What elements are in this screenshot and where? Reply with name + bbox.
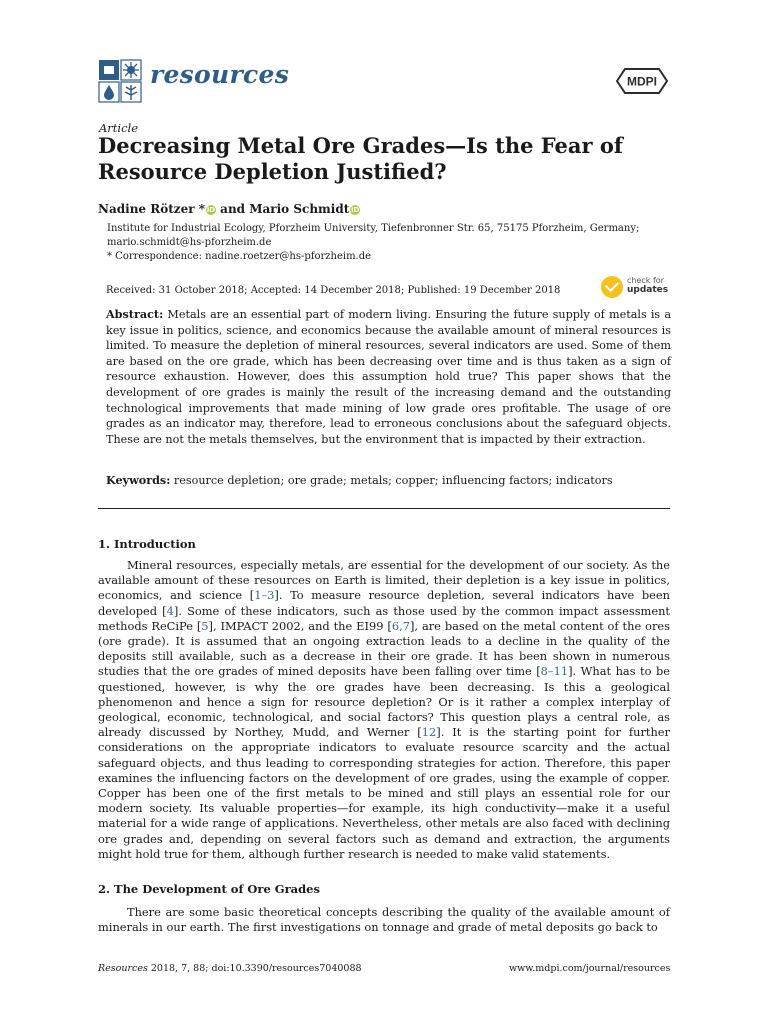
author-name: and Mario Schmidt <box>220 202 350 216</box>
mdpi-logo <box>614 66 670 96</box>
section-introduction-body <box>98 558 670 862</box>
section-ore-grades-body <box>98 905 670 935</box>
check-for-updates-badge[interactable] <box>601 274 671 298</box>
text-run: ]. To measure resource depletion, several indicators have been developed [ <box>98 588 670 618</box>
section-heading-ore-grades: 2. The Development of Ore Grades <box>98 882 320 896</box>
keywords <box>106 473 671 488</box>
text-run: ]. It is the starting point for further considerations on the appropriate indicators to evaluate resource scarcity and the actual safeguard objects, and thus leading to corresponding strategies for action. Therefore, this paper examines the influencing factors on the development of ore grades, using the example of copper. Copper has been one of the first metals to be mined and still plays an essential role for our modern society. Its valuable properties—for example, its high conductivity—make it a useful material for a wide range of applications. Nevertheless, other metals are also faced with declining ore grades and, depending on several factors such as demand and extraction, the arguments might hold true for them, although further research is needed to make valid statements. <box>98 725 670 861</box>
citation-link[interactable]: 6,7 <box>391 618 410 633</box>
abstract <box>106 307 671 447</box>
keywords-label: Keywords: <box>106 473 171 487</box>
affiliation: Institute for Industrial Ecology, Pforzheim University, Tiefenbronner Str. 65, 75175 Pforzheim, Germany; mario.schmidt@hs-pforzheim.de <box>107 223 640 248</box>
citation-link[interactable]: 4 <box>166 603 174 618</box>
correspondence: * Correspondence: nadine.roetzer@hs-pforzheim.de <box>107 251 372 262</box>
section-heading-introduction: 1. Introduction <box>98 537 196 551</box>
abstract-text: Metals are an essential part of modern living. Ensuring the future supply of metals is a key issue in politics, science, and economics because the available amount of mineral resources is limited. To measure the depletion of mineral resources, several indicators are used. Some of them are based on the ore grade, which has been decreasing over time and is thus taken as a sign of resource exhaustion. However, does this assumption hold true? This paper shows that the development of ore grades is mainly the result of the increasing demand and the outstanding technological improvements that made mining of low grade ores profitable. The usage of ore grades as an indicator may, therefore, lead to erroneous conclusions about the safeguard objects. These are not the metals themselves, but the environment that is impacted by their extraction. <box>106 308 672 446</box>
paragraph <box>98 558 670 862</box>
citation-link[interactable]: 1–3 <box>254 588 275 603</box>
citation-link[interactable]: 5 <box>201 618 209 633</box>
divider <box>98 508 670 509</box>
abstract-label: Abstract: <box>106 307 164 321</box>
citation-details: 2018, 7, 88; doi:10.3390/resources7040088 <box>147 963 362 974</box>
author-list <box>98 202 360 216</box>
publisher-name: MDPI <box>627 74 657 89</box>
text-run: ]. Some of these indicators, such as those used by the common impact assessment methods ReCiPe [ <box>98 603 670 633</box>
journal-url[interactable]: www.mdpi.com/journal/resources <box>509 963 671 974</box>
article-title: Decreasing Metal Ore Grades—Is the Fear of Resource Depletion Justified? <box>98 133 623 184</box>
check-icon <box>601 276 623 298</box>
citation-footer <box>98 963 362 974</box>
check-label-top: check for <box>627 276 664 285</box>
journal-name: resources <box>150 60 290 89</box>
paragraph: There are some basic theoretical concepts describing the quality of the available amount of minerals in our earth. The first investigations on tonnage and grade of metal deposits go back to <box>98 905 670 935</box>
text-run: ]. What has to be questioned, however, is why the ore grades have been decreasing. Is this a geological phenomenon and hence a sign for resource depletion? Or is it rather a complex interplay of geological, economic, technological, and social factors? This question plays a central role, as already discussed by Northey, Mudd, and Werner [ <box>98 664 670 740</box>
citation-link[interactable]: 8–11 <box>540 664 569 679</box>
text-run: ], IMPACT 2002, and the EI99 [ <box>208 618 392 633</box>
orcid-icon[interactable]: iD <box>351 206 360 214</box>
author-name: Nadine Rötzer * <box>98 202 205 216</box>
check-label-bottom: updates <box>627 285 669 295</box>
text-run: ], are based on the metal content of the ores (ore grade). It is assumed that an ongoing extraction leads to a decline in the quality of the deposits still available, such as a decrease in their ore grade. It has been shown in numerous studies that the ore grades of mined deposits have been falling over time [ <box>98 618 670 679</box>
article-type: Article <box>99 121 139 135</box>
keywords-text: resource depletion; ore grade; metals; copper; influencing factors; indicators <box>173 474 613 487</box>
publication-dates: Received: 31 October 2018; Accepted: 14 December 2018; Published: 19 December 2018 <box>106 285 561 296</box>
citation-link[interactable]: 12 <box>421 725 437 740</box>
affiliation-block <box>107 222 677 264</box>
journal-logo <box>98 59 142 103</box>
citation-journal: Resources <box>98 963 148 974</box>
text-run: Mineral resources, especially metals, are essential for the development of our society. As the available amount of these resources on Earth is limited, their depletion is a key issue in politics, economics, and science [ <box>98 558 670 603</box>
orcid-icon[interactable]: iD <box>206 206 216 214</box>
